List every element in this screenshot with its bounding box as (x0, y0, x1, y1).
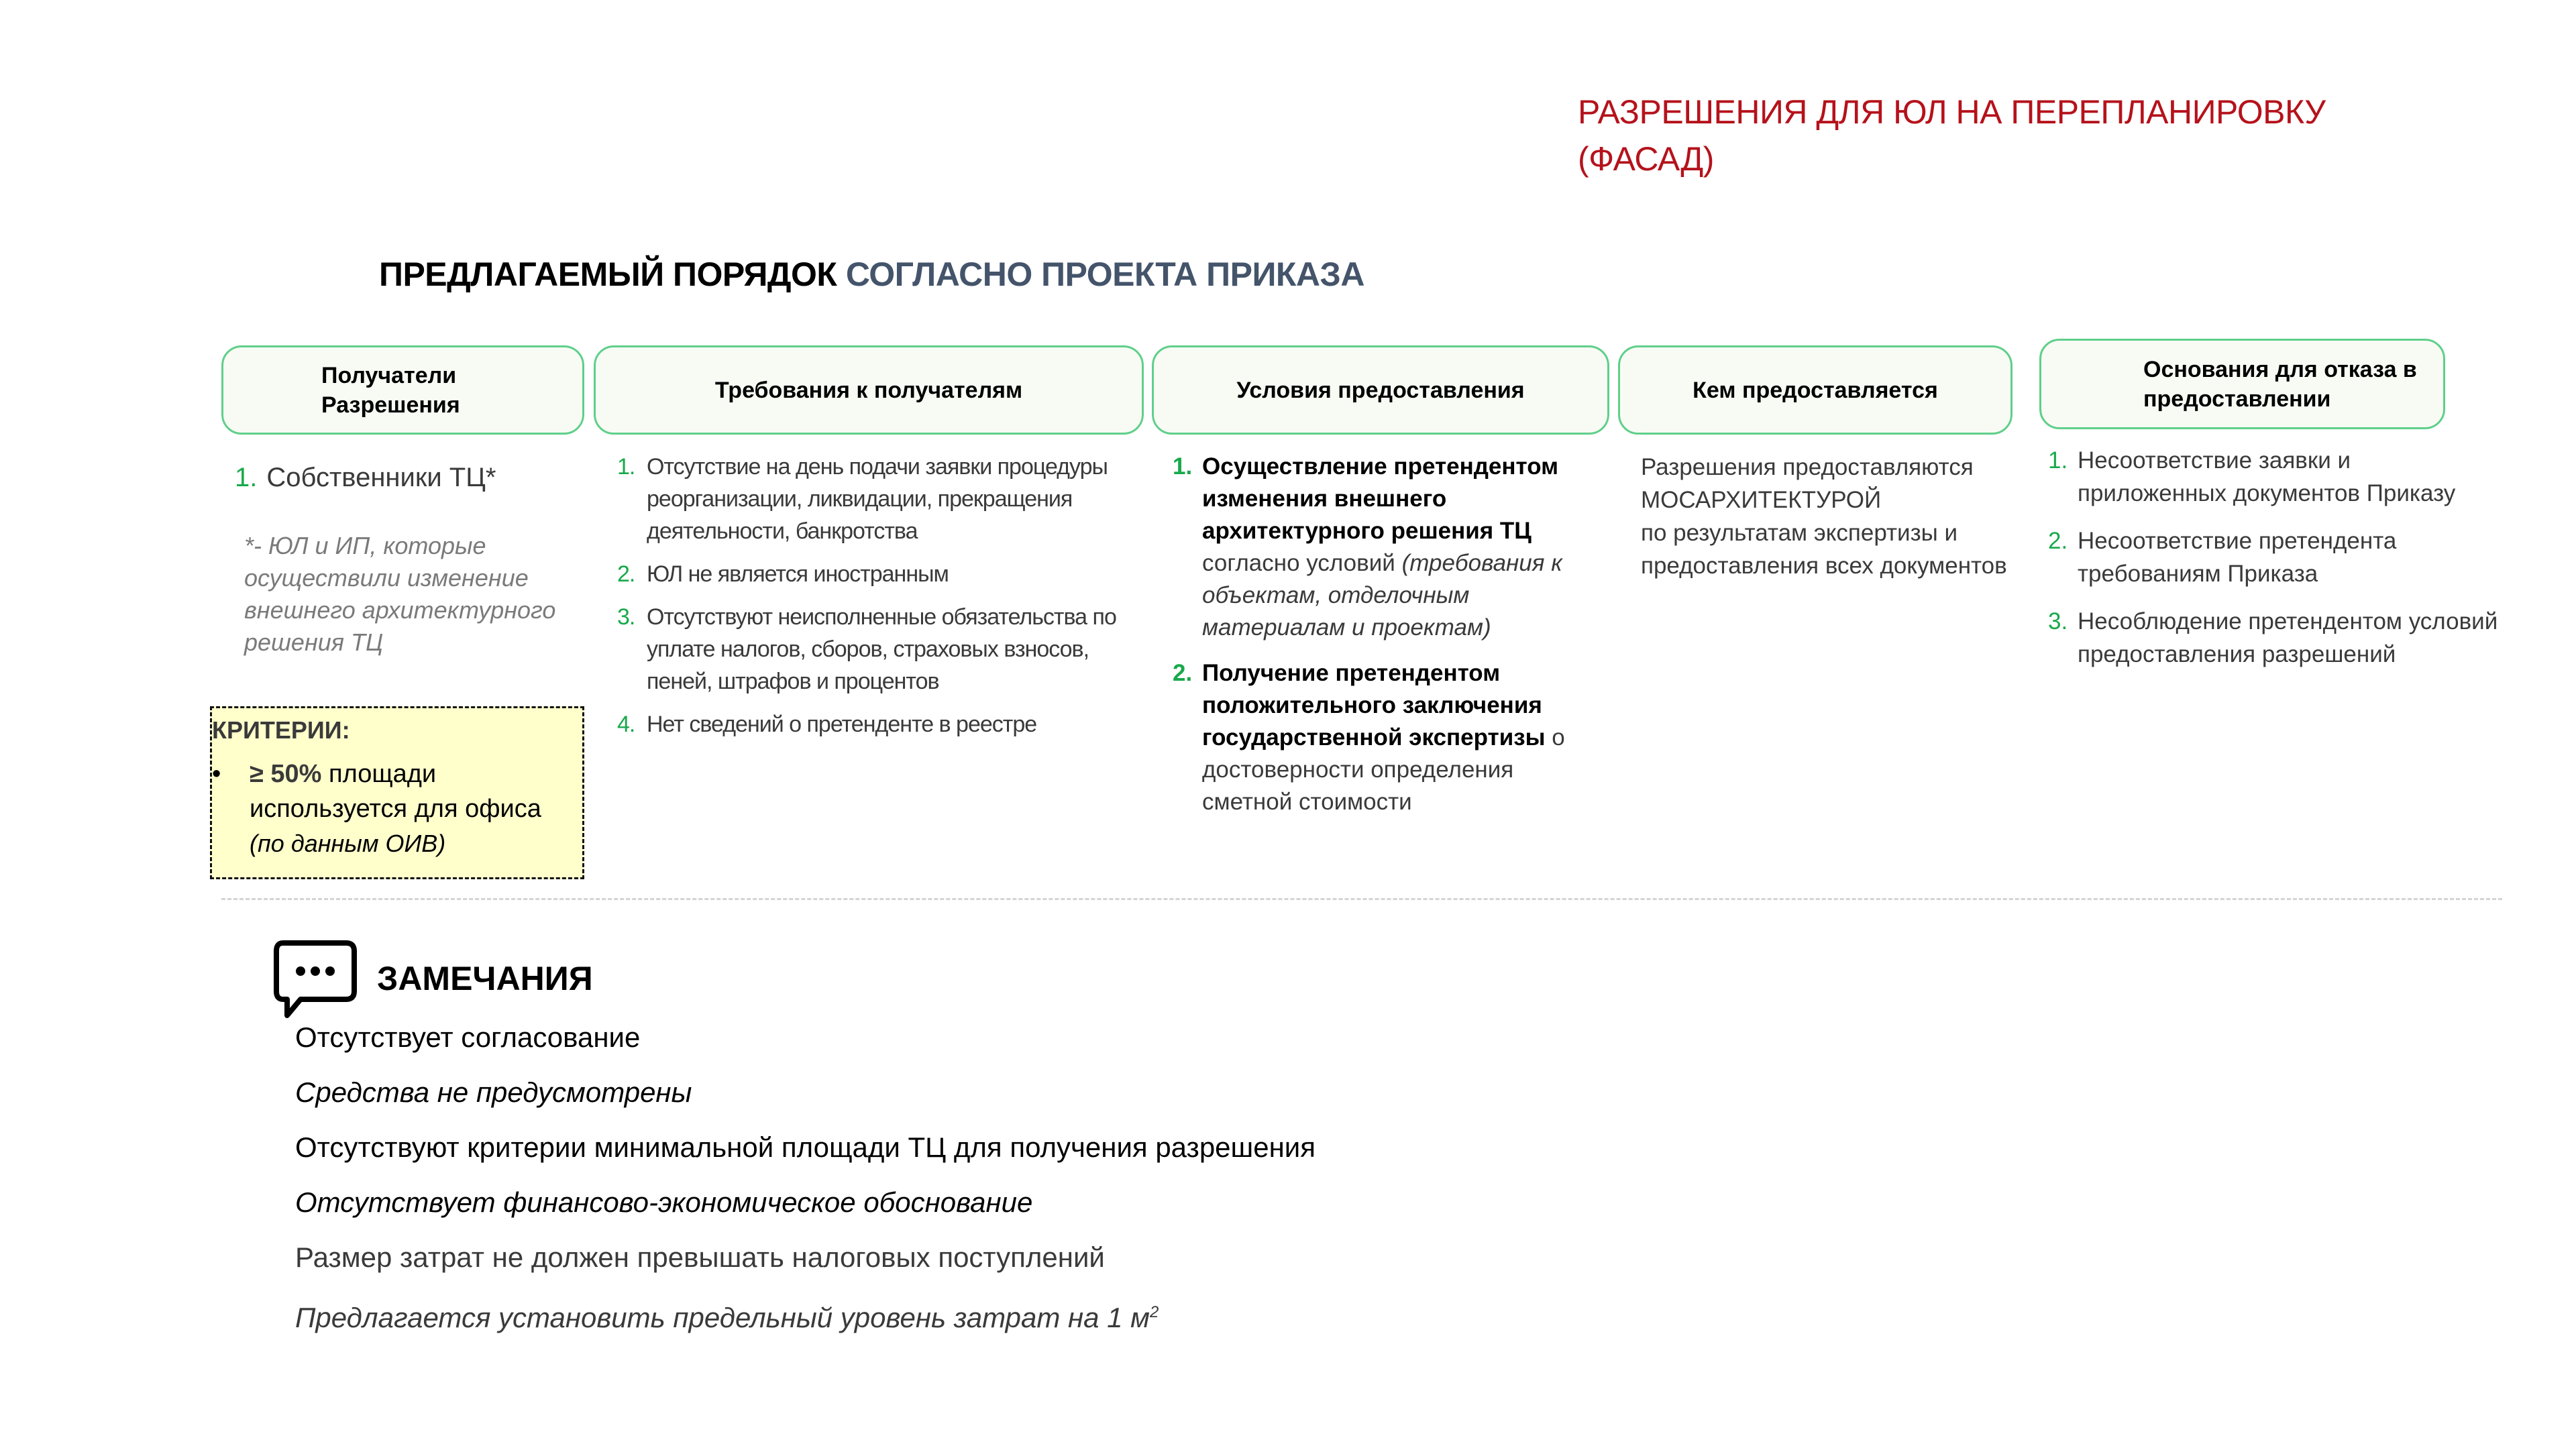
column-header-label: Получатели Разрешения (321, 362, 460, 418)
list-number: 3. (617, 604, 635, 630)
conditions-list (1173, 451, 1609, 832)
recipient-item (235, 463, 496, 493)
speech-bubble-ellipsis-icon (274, 939, 361, 1019)
section-heading-main: ПРЕДЛАГАЕМЫЙ ПОРЯДОК (379, 256, 846, 293)
column-header-requirements: Требования к получателям (594, 345, 1144, 435)
column-header-provider: Кем предоставляется (1618, 345, 2012, 435)
list-item-text: Несоответствие заявки и приложенных документов Приказу (2078, 447, 2456, 506)
section-heading-accent: СОГЛАСНО ПРОЕКТА ПРИКАЗА (845, 256, 1364, 293)
condition-strong: Получение претендентом положительного заключения государственной экспертизы (1202, 660, 1546, 750)
remark-item: Отсутствует согласование (295, 1021, 641, 1053)
list-item (2048, 605, 2504, 671)
requirements-list (617, 451, 1140, 751)
criteria-title: КРИТЕРИИ: (212, 716, 350, 744)
remarks-list (295, 1010, 1316, 1345)
criteria-box (210, 706, 584, 879)
condition-strong: Осуществление претендентом изменения внешнего архитектурного решения ТЦ (1202, 453, 1559, 544)
list-item-text: Нет сведений о претенденте в реестре (647, 712, 1037, 737)
list-item (617, 601, 1140, 698)
list-item (2048, 444, 2504, 510)
provider-organization: МОСАРХИТЕКТУРОЙ (1641, 487, 1882, 513)
list-item-text: Несоответствие претендента требованиям Приказа (2078, 528, 2397, 587)
criteria-value: ≥ 50% (250, 760, 322, 788)
list-number: 1. (1173, 453, 1193, 480)
list-item-text: Отсутствуют неисполненные обязательства по уплате налогов, сборов, страховых взносов, пеней, штрафов и процентов (647, 604, 1116, 694)
list-number: 1. (2048, 447, 2068, 474)
remarks-title: ЗАМЕЧАНИЯ (377, 960, 593, 997)
column-header-label: Основания для отказа в предоставлении (2143, 356, 2417, 412)
list-item-text: Отсутствие на день подачи заявки процедуры реорганизации, ликвидации, прекращения деятельности, банкротства (647, 454, 1108, 544)
criteria-source: (по данным ОИВ) (250, 830, 446, 857)
remark-item: Отсутствует финансово-экономическое обоснование (295, 1186, 1033, 1218)
list-item-text: ЮЛ не является иностранным (647, 561, 949, 587)
column-header-recipients (221, 345, 584, 435)
list-item-text: Несоблюдение претендентом условий предоставления разрешений (2078, 608, 2498, 667)
condition-text: согласно условий (1202, 550, 1402, 576)
section-divider (221, 898, 2502, 900)
list-number: 1. (235, 463, 258, 492)
list-item (1173, 657, 1609, 818)
section-heading (379, 255, 1364, 294)
recipient-text: Собственники ТЦ* (266, 463, 496, 492)
provider-line: Разрешения предоставляются (1641, 454, 1974, 480)
remark-item: Размер затрат не должен превышать налоговых поступлений (295, 1241, 1105, 1273)
slide-title: РАЗРЕШЕНИЯ ДЛЯ ЮЛ НА ПЕРЕПЛАНИРОВКУ (ФАСАД) (1578, 93, 2326, 178)
list-item (2048, 524, 2504, 590)
remark-superscript: 2 (1149, 1303, 1159, 1321)
list-item (617, 558, 1140, 590)
column-header-refusal (2039, 339, 2445, 429)
list-item (617, 708, 1140, 740)
list-item (1173, 451, 1609, 644)
provider-line: по результатам экспертизы и предоставления всех документов (1641, 520, 2007, 579)
list-number: 3. (2048, 608, 2068, 634)
remark-text: Предлагается установить предельный уровень затрат на 1 м (295, 1302, 1150, 1333)
list-number: 2. (2048, 528, 2068, 554)
list-number: 4. (617, 712, 635, 737)
condition-italic: (требования к объектам, отделочным материалам и проектам) (1202, 550, 1562, 641)
remark-item: Средства не предусмотрены (295, 1076, 692, 1108)
criteria-item (212, 757, 582, 861)
list-item (617, 451, 1140, 547)
bullet-icon: • (212, 760, 221, 788)
criteria-text: площади используется для офиса (250, 760, 541, 823)
condition-text: о достоверности определения сметной стоимости (1202, 724, 1565, 815)
list-number: 1. (617, 454, 635, 480)
remark-item: Отсутствуют критерии минимальной площади ТЦ для получения разрешения (295, 1131, 1316, 1163)
remark-item (295, 1285, 1316, 1345)
provider-text (1641, 451, 2017, 582)
list-number: 2. (1173, 660, 1193, 686)
recipient-footnote: *- ЮЛ и ИП, которые осуществили изменение внешнего архитектурного решения ТЦ (244, 532, 556, 656)
refusal-list (2048, 444, 2504, 685)
column-header-conditions: Условия предоставления (1152, 345, 1609, 435)
list-number: 2. (617, 561, 635, 587)
